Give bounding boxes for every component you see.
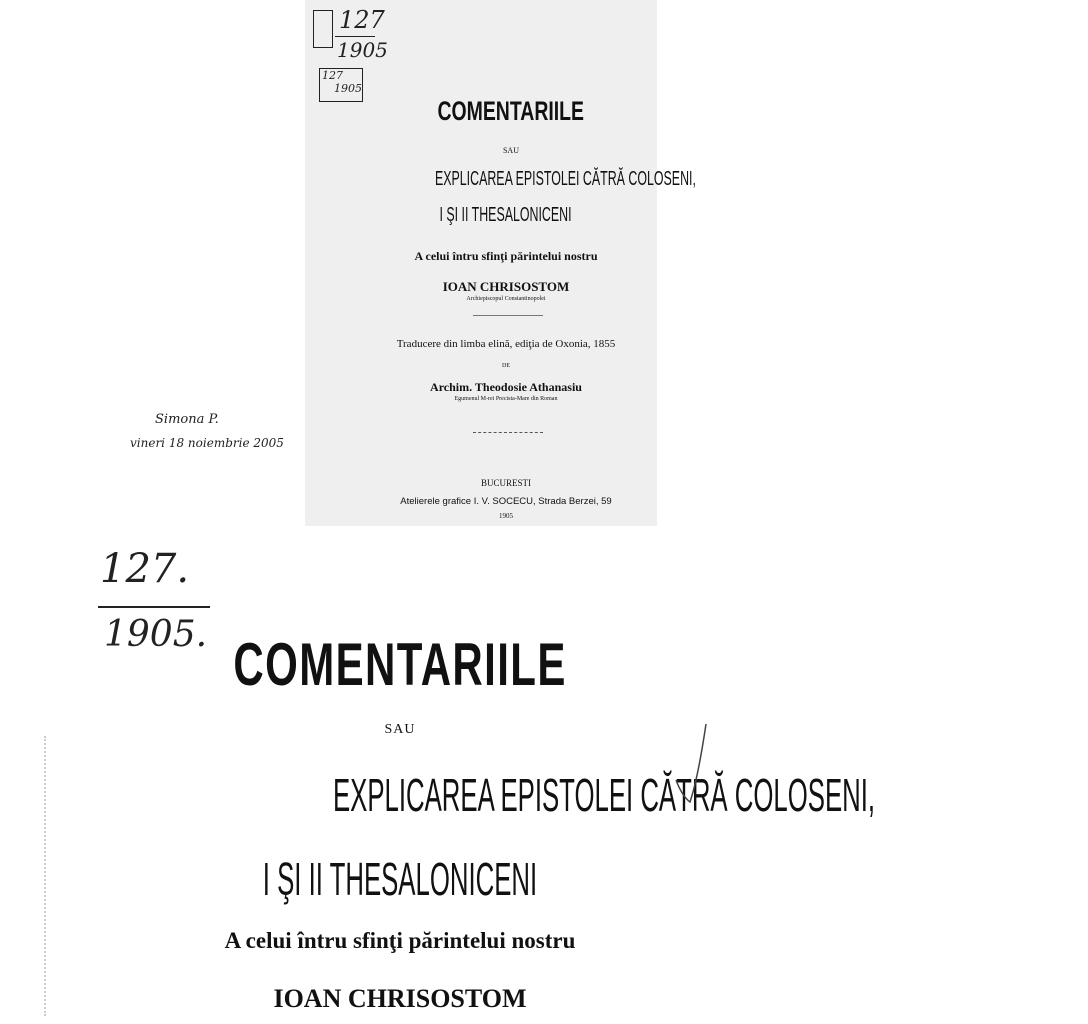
handwritten-date: vineri 18 noiembrie 2005 <box>130 436 284 450</box>
top-author-role: Archiepiscopul Constantinopolei <box>466 296 546 302</box>
top-subtitle-1-wrap <box>355 168 696 191</box>
top-translator-role: Egumenul M-rei Precista-Mare din Roman <box>454 396 558 402</box>
top-by: DE <box>502 363 510 369</box>
top-city: BUCURESTI <box>480 478 531 488</box>
bottom-subtitle-line1: EXPLICAREA EPISTOLEI CĂTRĂ COLOSENI, <box>332 769 876 821</box>
top-printer: Atelierele grafice I. V. SOCECU, Strada Berzei, 59 <box>400 496 612 507</box>
catalog-fraction-line <box>335 36 375 37</box>
top-author: IOAN CHRISOSTOM <box>442 279 570 294</box>
bottom-title: COMENTARIILE <box>233 631 567 698</box>
top-divider-1 <box>473 315 543 316</box>
bottom-catalog-year: 1905. <box>104 614 208 655</box>
top-scan-page <box>305 0 696 526</box>
bottom-title-wrap <box>150 630 650 699</box>
top-catalog-year: 1905 <box>337 38 388 62</box>
bottom-dedication: A celui întru sfinţi părintelui nostru <box>224 928 576 953</box>
bottom-subtitle-1-wrap <box>120 768 876 822</box>
bottom-subtitle-line2: I ŞI II THESALONICENI <box>262 853 538 905</box>
top-subtitle-line2: I ŞI II THESALONICENI <box>439 204 573 226</box>
scan-edge-mark <box>44 736 48 1016</box>
bottom-conjunction: SAU <box>384 722 416 737</box>
bottom-subtitle-2-wrap <box>120 852 680 906</box>
handwritten-name: Simona P. <box>155 412 219 427</box>
top-subtitle-2-wrap <box>355 204 657 227</box>
bottom-catalog-fraction-line <box>98 606 210 608</box>
stamp-year: 1905 <box>334 82 362 95</box>
top-dedication: A celui întru sfinţi părintelui nostru <box>414 249 598 263</box>
top-translator: Archim. Theodosie Athanasiu <box>430 380 582 394</box>
check-mark-icon <box>672 718 712 808</box>
top-year: 1905 <box>499 512 513 520</box>
top-translation-note: Traducere din limba elină, ediţia de Oxonia, 1855 <box>396 338 616 350</box>
catalog-box <box>313 10 333 48</box>
top-title: COMENTARIILE <box>437 96 585 126</box>
top-conjunction: SAU <box>502 146 519 155</box>
bottom-author: IOAN CHRISOSTOM <box>273 984 527 1013</box>
top-subtitle-line1: EXPLICAREA EPISTOLEI CĂTRĂ COLOSENI, <box>434 168 696 190</box>
stamp-number: 127 <box>322 69 343 82</box>
top-ornament <box>473 432 543 433</box>
top-catalog-number: 127 <box>339 6 385 34</box>
bottom-catalog-number: 127. <box>100 546 190 592</box>
top-title-block <box>305 96 657 127</box>
